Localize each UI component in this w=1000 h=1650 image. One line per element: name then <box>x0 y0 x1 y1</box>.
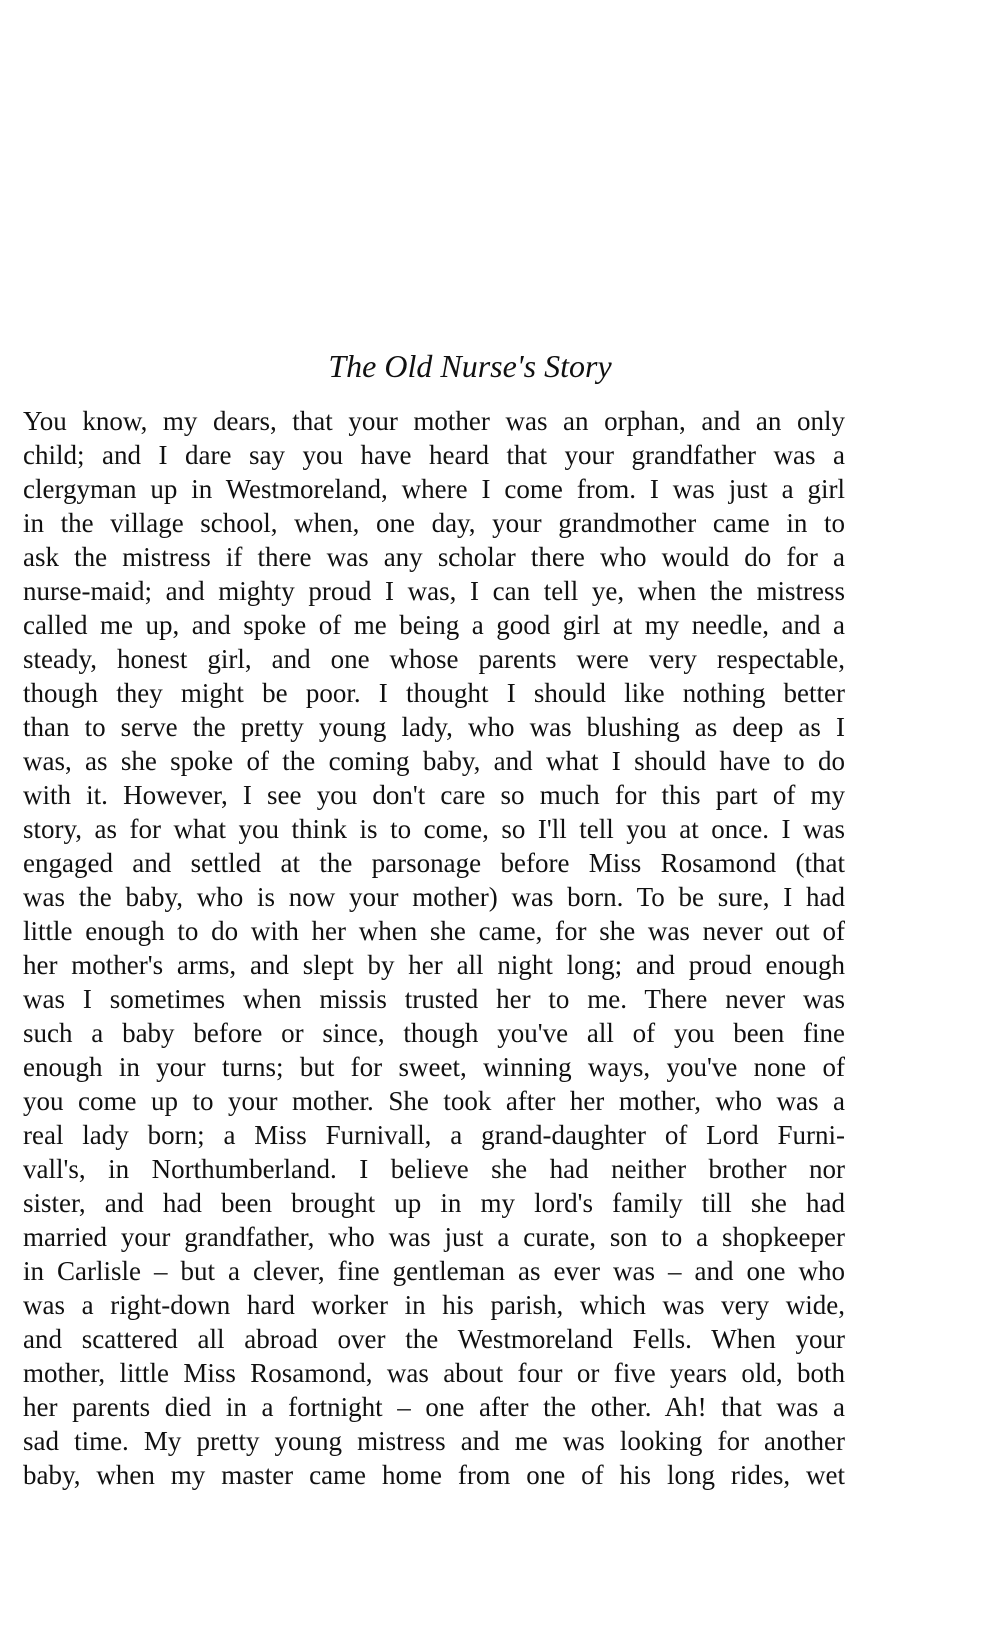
text-line: though they might be poor. I thought I should like nothing better <box>23 678 845 708</box>
text-line: was, as she spoke of the coming baby, and what I should have to do <box>23 746 845 776</box>
text-line: in Carlisle – but a clever, fine gentleman as ever was – and one who <box>23 1256 845 1286</box>
story-body <box>23 404 845 1492</box>
text-line: engaged and settled at the parsonage before Miss Rosamond (that <box>23 848 845 878</box>
text-line: was I sometimes when missis trusted her to me. There never was <box>23 984 845 1014</box>
text-line: steady, honest girl, and one whose parents were very respectable, <box>23 644 845 674</box>
story-title: The Old Nurse's Story <box>328 348 612 384</box>
text-line: story, as for what you think is to come, so I'll tell you at once. I was <box>23 814 845 844</box>
text-line: real lady born; a Miss Furnivall, a grand-daughter of Lord Furni- <box>23 1120 845 1150</box>
text-line: You know, my dears, that your mother was an orphan, and an only <box>23 406 845 436</box>
text-line: nurse-maid; and mighty proud I was, I can tell ye, when the mistress <box>23 576 845 606</box>
text-line: than to serve the pretty young lady, who was blushing as deep as I <box>23 712 845 742</box>
text-line: married your grandfather, who was just a curate, son to a shopkeeper <box>23 1222 845 1252</box>
text-line: baby, when my master came home from one of his long rides, wet <box>23 1460 845 1490</box>
text-line: her mother's arms, and slept by her all night long; and proud enough <box>23 950 845 980</box>
text-line: ask the mistress if there was any scholar there who would do for a <box>23 542 845 572</box>
text-line: little enough to do with her when she came, for she was never out of <box>23 916 845 946</box>
text-line: sister, and had been brought up in my lord's family till she had <box>23 1188 845 1218</box>
text-line: her parents died in a fortnight – one after the other. Ah! that was a <box>23 1392 845 1422</box>
text-line: sad time. My pretty young mistress and me was looking for another <box>23 1426 845 1456</box>
text-line: vall's, in Northumberland. I believe she had neither brother nor <box>23 1154 845 1184</box>
text-line: was a right-down hard worker in his parish, which was very wide, <box>23 1290 845 1320</box>
text-line: you come up to your mother. She took after her mother, who was a <box>23 1086 845 1116</box>
text-line: with it. However, I see you don't care so much for this part of my <box>23 780 845 810</box>
text-line: enough in your turns; but for sweet, winning ways, you've none of <box>23 1052 845 1082</box>
text-line: child; and I dare say you have heard that your grandfather was a <box>23 440 845 470</box>
text-line: such a baby before or since, though you've all of you been fine <box>23 1018 845 1048</box>
text-line: in the village school, when, one day, your grandmother came in to <box>23 508 845 538</box>
text-line: called me up, and spoke of me being a good girl at my needle, and a <box>23 610 845 640</box>
text-line: clergyman up in Westmoreland, where I come from. I was just a girl <box>23 474 845 504</box>
text-line: was the baby, who is now your mother) was born. To be sure, I had <box>23 882 845 912</box>
text-line: mother, little Miss Rosamond, was about four or five years old, both <box>23 1358 845 1388</box>
text-line: and scattered all abroad over the Westmoreland Fells. When your <box>23 1324 845 1354</box>
